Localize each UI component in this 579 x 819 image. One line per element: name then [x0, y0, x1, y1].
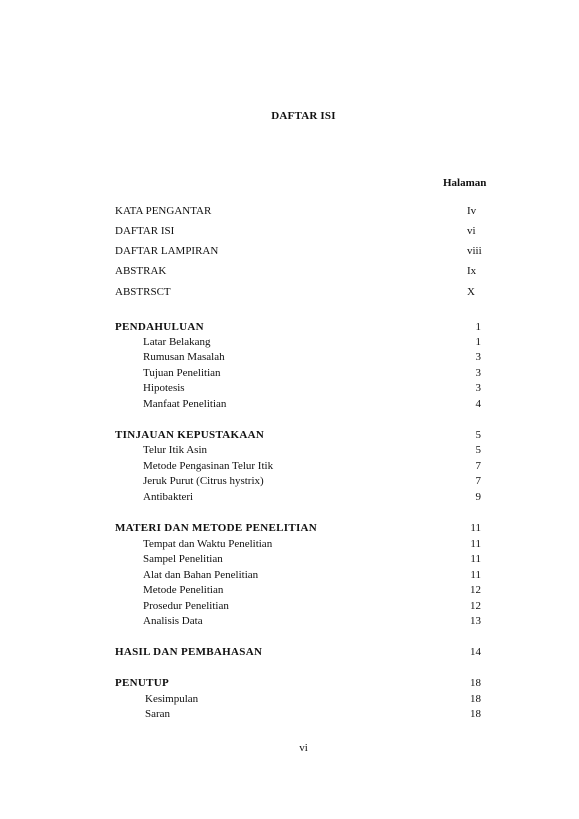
toc-subentry-label: Rumusan Masalah [143, 351, 225, 363]
toc-subentry[interactable] [115, 459, 485, 473]
toc-subentry-page: 3 [475, 351, 481, 363]
toc-subentry-page: 11 [470, 553, 481, 565]
toc-subentry-page: 7 [475, 460, 481, 472]
toc-subentry-page: 4 [475, 398, 481, 410]
toc-entry-page: Ix [467, 265, 477, 277]
toc-subentry[interactable] [115, 537, 485, 551]
toc-subentry-label: Telur Itik Asin [143, 444, 208, 456]
toc-subentry-label: Metode Penelitian [143, 584, 224, 596]
page-column-header: Halaman [443, 177, 487, 189]
toc-subentry-page: 12 [470, 584, 481, 596]
toc-subentry-page: 18 [470, 708, 481, 720]
toc-subentry-label: Sampel Penelitian [143, 553, 223, 565]
toc-chapter-penutup[interactable] [115, 676, 485, 690]
toc-entry-label: ABSTRSCT [115, 286, 171, 298]
toc-entry-daftar-lampiran[interactable] [115, 244, 485, 258]
toc-subentry-label: Alat dan Bahan Penelitian [143, 569, 259, 581]
toc-chapter-page: 5 [475, 429, 481, 441]
toc-entry-abstrak[interactable] [115, 264, 485, 278]
toc-subentry-page: 12 [470, 600, 481, 612]
toc-chapter-label: HASIL DAN PEMBAHASAN [115, 646, 263, 658]
toc-subentry-page: 1 [475, 336, 481, 348]
toc-subentry-label: Kesimpulan [145, 693, 199, 705]
toc-subentry[interactable] [115, 583, 485, 597]
toc-chapter-label: MATERI DAN METODE PENELITIAN [115, 522, 318, 534]
toc-chapter-tinjauan-kepustakaan[interactable] [115, 428, 485, 442]
toc-chapter-page: 18 [470, 677, 481, 689]
toc-chapter-page: 11 [470, 522, 481, 534]
toc-chapter-page: 14 [470, 646, 481, 658]
toc-subentry-label: Antibakteri [143, 491, 194, 503]
toc-subentry[interactable] [115, 335, 485, 349]
toc-subentry-label: Jeruk Purut (Citrus hystrix) [143, 475, 264, 487]
toc-chapter-label: TINJAUAN KEPUSTAKAAN [115, 429, 265, 441]
toc-subentry-page: 3 [475, 367, 481, 379]
toc-subentry-label: Manfaat Penelitian [143, 398, 227, 410]
toc-subentry-label: Tujuan Penelitian [143, 367, 221, 379]
toc-subentry[interactable] [115, 474, 485, 488]
toc-chapter-label: PENUTUP [115, 677, 170, 689]
toc-chapter-pendahuluan[interactable] [115, 320, 485, 334]
toc-subentry[interactable] [115, 397, 485, 411]
toc-subentry[interactable] [115, 381, 485, 395]
toc-entry-label: DAFTAR LAMPIRAN [115, 245, 219, 257]
toc-subentry-page: 3 [475, 382, 481, 394]
toc-subentry-label: Metode Pengasinan Telur Itik [143, 460, 274, 472]
toc-entry-page: vi [467, 225, 476, 237]
toc-subentry-page: 9 [475, 491, 481, 503]
toc-subentry[interactable] [115, 707, 485, 721]
toc-subentry-label: Saran [145, 708, 171, 720]
toc-subentry[interactable] [115, 568, 485, 582]
toc-entry-page: viii [467, 245, 482, 257]
toc-entry-label: KATA PENGANTAR [115, 205, 212, 217]
toc-subentry[interactable] [115, 366, 485, 380]
toc-chapter-page: 1 [475, 321, 481, 333]
toc-subentry-label: Tempat dan Waktu Penelitian [143, 538, 273, 550]
toc-subentry[interactable] [115, 350, 485, 364]
toc-subentry-page: 11 [470, 538, 481, 550]
toc-entry-daftar-isi[interactable] [115, 224, 485, 238]
toc-entry-page: Iv [467, 205, 477, 217]
toc-subentry-page: 18 [470, 693, 481, 705]
toc-entry-kata-pengantar[interactable] [115, 204, 485, 218]
toc-subentry-label: Hipotesis [143, 382, 185, 394]
toc-subentry[interactable] [115, 599, 485, 613]
toc-subentry[interactable] [115, 443, 485, 457]
toc-subentry[interactable] [115, 614, 485, 628]
toc-chapter-materi-dan-metode[interactable] [115, 521, 485, 535]
page-title: DAFTAR ISI [271, 110, 336, 122]
toc-subentry[interactable] [115, 490, 485, 504]
toc-subentry-page: 5 [475, 444, 481, 456]
page-number-footer: vi [299, 742, 308, 754]
toc-subentry-page: 7 [475, 475, 481, 487]
toc-subentry[interactable] [115, 692, 485, 706]
toc-subentry[interactable] [115, 552, 485, 566]
toc-subentry-page: 11 [470, 569, 481, 581]
toc-entry-label: DAFTAR ISI [115, 225, 175, 237]
toc-subentry-label: Analisis Data [143, 615, 203, 627]
toc-entry-abstract[interactable] [115, 285, 485, 299]
toc-entry-page: X [467, 286, 475, 298]
toc-chapter-label: PENDAHULUAN [115, 321, 204, 333]
toc-subentry-page: 13 [470, 615, 481, 627]
toc-subentry-label: Prosedur Penelitian [143, 600, 229, 612]
toc-entry-label: ABSTRAK [115, 265, 167, 277]
toc-chapter-hasil-dan-pembahasan[interactable] [115, 645, 485, 659]
toc-subentry-label: Latar Belakang [143, 336, 211, 348]
